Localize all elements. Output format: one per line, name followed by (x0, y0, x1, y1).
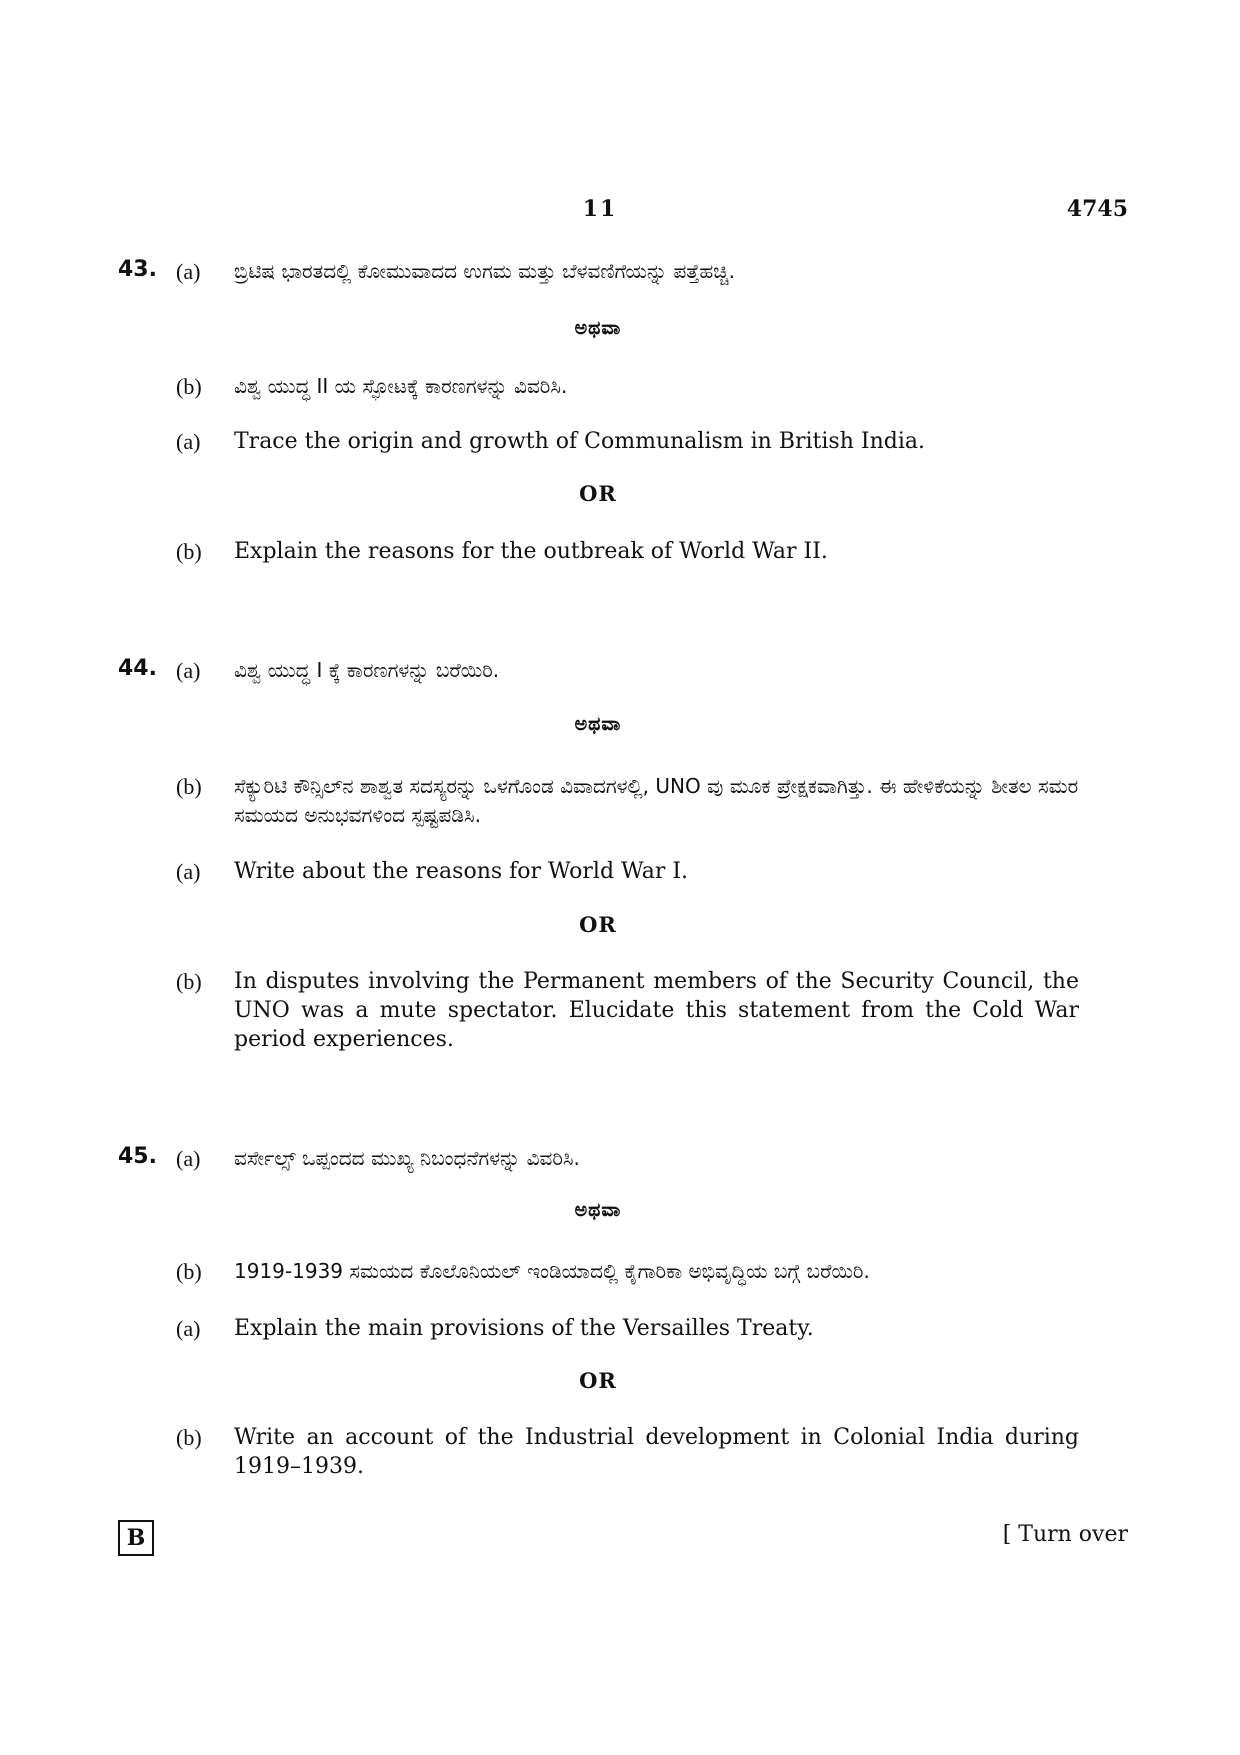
or-separator-kannada: ಅಥವಾ (574, 713, 622, 735)
question-text: ವಿಶ್ವ ಯುದ್ಧ II ಯ ಸ್ಫೋಟಕ್ಕೆ ಕಾರಣಗಳನ್ನು ವಿವರಿಸಿ. (234, 374, 568, 398)
or-separator: OR (579, 481, 617, 506)
part-label: (b) (176, 969, 202, 994)
question-text: 1919-1939 ಸಮಯದ ಕೊಲೊನಿಯಲ್ ಇಂಡಿಯಾದಲ್ಲಿ ಕೈಗಾರಿಕಾ ಅಭಿವೃದ್ಧಿಯ ಬಗ್ಗೆ ಬರೆಯಿರಿ. (234, 1259, 870, 1283)
part-label: (a) (176, 859, 201, 884)
question-text: In disputes involving the Permanent members of the Security Council, the UNO was a mute spectator. Elucidate this statement from the Cold War period experiences. (234, 969, 1079, 1052)
or-separator-kannada: ಅಥವಾ (574, 1199, 622, 1221)
part-label: (b) (176, 374, 202, 399)
part-label: (b) (176, 1425, 202, 1450)
question-number: 45. (118, 1144, 157, 1169)
question-text: ಬ್ರಿಟಿಷ ಭಾರತದಲ್ಲಿ ಕೋಮುವಾದದ ಉಗಮ ಮತ್ತು ಬೆಳವಣಿಗೆಯನ್ನು ಪತ್ತೆಹಚ್ಚಿ. (234, 259, 736, 283)
page-number: 11 (582, 196, 618, 222)
or-separator-kannada: ಅಥವಾ (574, 317, 622, 339)
or-separator: OR (579, 912, 617, 937)
part-label: (a) (176, 1146, 201, 1171)
series-code-box: B (118, 1520, 154, 1556)
part-label: (b) (176, 539, 202, 564)
part-label: (a) (176, 259, 201, 284)
question-text: Write about the reasons for World War I. (234, 859, 689, 884)
question-text: Explain the main provisions of the Versailles Treaty. (234, 1316, 814, 1341)
question-number: 44. (118, 656, 157, 681)
or-separator: OR (579, 1368, 617, 1393)
turn-over-note: [ Turn over (1002, 1522, 1128, 1547)
part-label: (b) (176, 774, 202, 799)
question-number: 43. (118, 257, 157, 282)
question-text: Write an account of the Industrial development in Colonial India during 1919–1939. (234, 1425, 1079, 1479)
question-text: Trace the origin and growth of Communalism in British India. (234, 429, 925, 454)
part-label: (a) (176, 429, 201, 454)
question-text: ವರ್ಸೇಲ್ಸ್ ಒಪ್ಪಂದದ ಮುಖ್ಯ ನಿಬಂಧನೆಗಳನ್ನು ವಿವರಿಸಿ. (234, 1146, 580, 1170)
part-label: (b) (176, 1259, 202, 1284)
paper-code: 4745 (1066, 196, 1128, 222)
question-text: ವಿಶ್ವ ಯುದ್ಧ I ಕ್ಕೆ ಕಾರಣಗಳನ್ನು ಬರೆಯಿರಿ. (234, 658, 500, 682)
question-text: ಸೆಕ್ಯುರಿಟಿ ಕೌನ್ಸಿಲ್‌ನ ಶಾಶ್ವತ ಸದಸ್ಯರನ್ನು ಒಳಗೊಂಡ ವಿವಾದಗಳಲ್ಲಿ, UNO ವು ಮೂಕ ಪ್ರೇಕ್ಷಕವಾಗಿತ್ತು. ಈ ಹೇಳಿಕೆಯನ್ನು ಶೀತಲ ಸಮರ ಸಮಯದ ಅನುಭವಗಳಿಂದ ಸ್ಪಷ್ಟಪಡಿಸಿ. (234, 774, 1079, 827)
part-label: (a) (176, 658, 201, 683)
question-text: Explain the reasons for the outbreak of World War II. (234, 539, 828, 564)
part-label: (a) (176, 1316, 201, 1341)
